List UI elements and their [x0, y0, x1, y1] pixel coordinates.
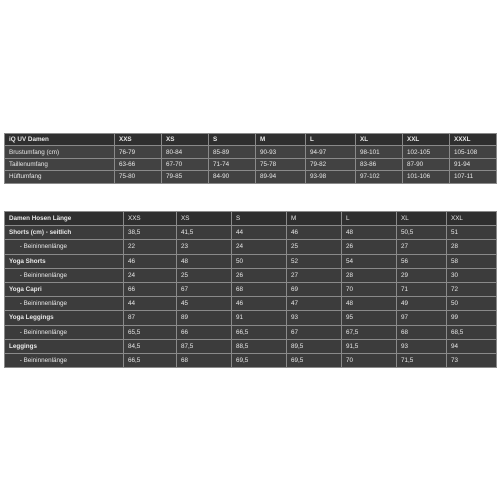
measure-cell: 27: [287, 268, 342, 282]
size-header-cell: M: [287, 212, 342, 226]
measure-cell: 25: [177, 268, 232, 282]
measure-cell: 101-106: [403, 171, 450, 183]
size-header-cell: L: [342, 212, 397, 226]
measure-cell: 71-74: [209, 158, 256, 170]
row-label: - Beininnenlänge: [5, 297, 124, 311]
measure-cell: 76-79: [115, 146, 162, 158]
size-header-cell: XL: [356, 134, 403, 146]
measure-cell: 66: [124, 282, 177, 296]
measure-cell: 80-84: [162, 146, 209, 158]
measure-cell: 85-89: [209, 146, 256, 158]
measure-cell: 27: [397, 240, 447, 254]
measure-cell: 87: [124, 311, 177, 325]
measure-cell: 79-82: [306, 158, 356, 170]
table-row: [5, 158, 497, 170]
measure-cell: 71: [397, 282, 447, 296]
measure-cell: 84-90: [209, 171, 256, 183]
measure-cell: 75-80: [115, 171, 162, 183]
row-label: Yoga Capri: [5, 282, 124, 296]
table-row: [5, 171, 497, 183]
measure-cell: 93: [287, 311, 342, 325]
size-header-cell: S: [209, 134, 256, 146]
measure-cell: 68: [232, 282, 287, 296]
measure-cell: 94-97: [306, 146, 356, 158]
row-label: Brustumfang (cm): [5, 146, 115, 158]
measure-cell: 91,5: [342, 339, 397, 353]
measure-cell: 102-105: [403, 146, 450, 158]
measure-cell: 30: [447, 268, 497, 282]
size-header-cell: XS: [177, 212, 232, 226]
size-header-cell: XXL: [447, 212, 497, 226]
measure-cell: 48: [342, 226, 397, 240]
measure-cell: 83-86: [356, 158, 403, 170]
measure-cell: 68,5: [447, 325, 497, 339]
size-header-cell: XXS: [124, 212, 177, 226]
measure-cell: 48: [342, 297, 397, 311]
measure-cell: 66,5: [124, 353, 177, 367]
measure-cell: 67: [177, 282, 232, 296]
measure-cell: 52: [287, 254, 342, 268]
measure-cell: 22: [124, 240, 177, 254]
measure-cell: 67-70: [162, 158, 209, 170]
row-label: - Beininnenlänge: [5, 240, 124, 254]
measure-cell: 70: [342, 282, 397, 296]
size-table-uv-damen: [4, 133, 497, 184]
size-header-cell: XXXL: [450, 134, 497, 146]
measure-cell: 94: [447, 339, 497, 353]
measure-cell: 26: [232, 268, 287, 282]
measure-cell: 67: [287, 325, 342, 339]
measure-cell: 79-85: [162, 171, 209, 183]
measure-cell: 69,5: [232, 353, 287, 367]
table-row: [5, 297, 497, 311]
table-row: [5, 240, 497, 254]
table-title: Damen Hosen Länge: [5, 212, 124, 226]
row-label: Yoga Leggings: [5, 311, 124, 325]
table-row: [5, 254, 497, 268]
measure-cell: 71,5: [397, 353, 447, 367]
row-label: - Beininnenlänge: [5, 268, 124, 282]
measure-cell: 63-66: [115, 158, 162, 170]
measure-cell: 45: [177, 297, 232, 311]
header-row: [5, 134, 497, 146]
measure-cell: 97-102: [356, 171, 403, 183]
measure-cell: 91: [232, 311, 287, 325]
measure-cell: 67,5: [342, 325, 397, 339]
measure-cell: 47: [287, 297, 342, 311]
measure-cell: 25: [287, 240, 342, 254]
row-label: - Beininnenlänge: [5, 353, 124, 367]
measure-cell: 95: [342, 311, 397, 325]
row-label: Hüftumfang: [5, 171, 115, 183]
table-row: [5, 268, 497, 282]
table-row: [5, 339, 497, 353]
table-row: [5, 226, 497, 240]
measure-cell: 75-78: [256, 158, 306, 170]
measure-cell: 105-108: [450, 146, 497, 158]
row-label: Taillenumfang: [5, 158, 115, 170]
measure-cell: 24: [232, 240, 287, 254]
size-header-cell: XS: [162, 134, 209, 146]
measure-cell: 29: [397, 268, 447, 282]
measure-cell: 84,5: [124, 339, 177, 353]
size-header-cell: L: [306, 134, 356, 146]
row-label: Shorts (cm) - seitlich: [5, 226, 124, 240]
measure-cell: 66: [177, 325, 232, 339]
measure-cell: 93: [397, 339, 447, 353]
size-header-cell: XL: [397, 212, 447, 226]
measure-cell: 91-94: [450, 158, 497, 170]
measure-cell: 89-94: [256, 171, 306, 183]
table-row: [5, 325, 497, 339]
size-header-cell: S: [232, 212, 287, 226]
measure-cell: 69,5: [287, 353, 342, 367]
measure-cell: 46: [232, 297, 287, 311]
measure-cell: 73: [447, 353, 497, 367]
measure-cell: 26: [342, 240, 397, 254]
table-row: [5, 146, 497, 158]
measure-cell: 28: [342, 268, 397, 282]
measure-cell: 89: [177, 311, 232, 325]
measure-cell: 65,5: [124, 325, 177, 339]
size-header-cell: M: [256, 134, 306, 146]
measure-cell: 68: [177, 353, 232, 367]
row-label: - Beininnenlänge: [5, 325, 124, 339]
measure-cell: 70: [342, 353, 397, 367]
measure-cell: 107-11: [450, 171, 497, 183]
table-row: [5, 282, 497, 296]
size-header-cell: XXL: [403, 134, 450, 146]
measure-cell: 89,5: [287, 339, 342, 353]
measure-cell: 23: [177, 240, 232, 254]
measure-cell: 38,5: [124, 226, 177, 240]
measure-cell: 51: [447, 226, 497, 240]
size-header-cell: XXS: [115, 134, 162, 146]
measure-cell: 50,5: [397, 226, 447, 240]
table1-body: [5, 134, 497, 184]
measure-cell: 69: [287, 282, 342, 296]
measure-cell: 93-98: [306, 171, 356, 183]
measure-cell: 99: [447, 311, 497, 325]
header-row: [5, 212, 497, 226]
row-label: Yoga Shorts: [5, 254, 124, 268]
measure-cell: 66,5: [232, 325, 287, 339]
table2-body: [5, 212, 497, 368]
measure-cell: 72: [447, 282, 497, 296]
measure-cell: 28: [447, 240, 497, 254]
measure-cell: 50: [447, 297, 497, 311]
measure-cell: 87,5: [177, 339, 232, 353]
measure-cell: 49: [397, 297, 447, 311]
table-row: [5, 311, 497, 325]
table-title: iQ UV Damen: [5, 134, 115, 146]
row-label: Leggings: [5, 339, 124, 353]
measure-cell: 90-93: [256, 146, 306, 158]
measure-cell: 56: [397, 254, 447, 268]
measure-cell: 87-90: [403, 158, 450, 170]
measure-cell: 50: [232, 254, 287, 268]
measure-cell: 97: [397, 311, 447, 325]
measure-cell: 88,5: [232, 339, 287, 353]
measure-cell: 54: [342, 254, 397, 268]
measure-cell: 48: [177, 254, 232, 268]
measure-cell: 68: [397, 325, 447, 339]
measure-cell: 44: [232, 226, 287, 240]
measure-cell: 58: [447, 254, 497, 268]
measure-cell: 41,5: [177, 226, 232, 240]
measure-cell: 98-101: [356, 146, 403, 158]
table-row: [5, 353, 497, 367]
measure-cell: 44: [124, 297, 177, 311]
size-table-damen-hosen-laenge: [4, 211, 497, 368]
measure-cell: 46: [287, 226, 342, 240]
measure-cell: 46: [124, 254, 177, 268]
measure-cell: 24: [124, 268, 177, 282]
